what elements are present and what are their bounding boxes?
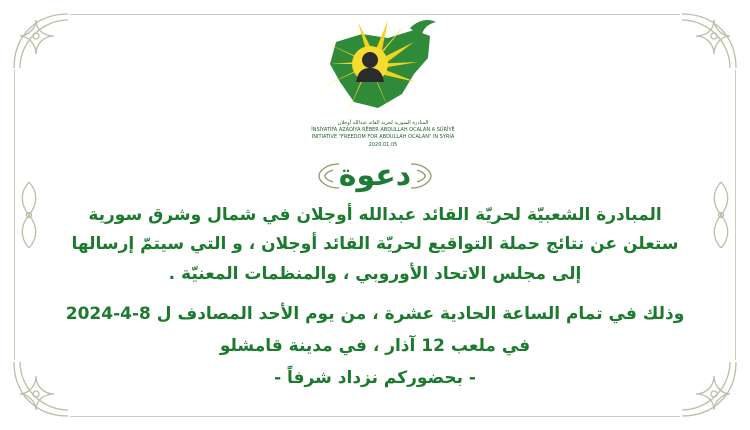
side-ornament-left: [18, 178, 40, 252]
logo-english-line: INITIATIVE "FREEDOM FOR ABDULLAH OCALAN" IN SYRIA: [311, 134, 455, 140]
frame-bottom-line: [70, 416, 680, 417]
frame-right-line: [735, 70, 736, 360]
title-block: [305, 152, 445, 200]
initiative-logo: [311, 12, 455, 164]
invitation-title: دعوة: [338, 158, 412, 193]
logo-kurdish-line: İNSİYATİFA AZADİYA RÊBER ABDULLAH OCALAN A SÛRİYÊ: [311, 127, 455, 133]
logo-arabic-line: المبادرة السورية لحرية القائد عبدالله أوجلان: [337, 120, 429, 126]
logo-date: 2020.01.05: [368, 142, 398, 148]
body-line-2: ستعلن عن نتائج حملة التواقيع لحريّة القائد أوجلان ، و التي سيتمّ إرسالها: [71, 234, 679, 254]
body-line-6: - بحضوركم نزداد شرفاً -: [274, 368, 476, 388]
body-line-5: في ملعب 12 آذار ، في مدينة قامشلو: [219, 336, 531, 356]
title-flourish-right: [407, 160, 437, 192]
corner-ornament-top-right: [674, 6, 744, 76]
body-line-1: المبادرة الشعبيّة لحريّة القائد عبدالله أوجلان في شمال وشرق سورية: [88, 205, 662, 225]
body-line-4: وذلك في تمام الساعة الحادية عشرة ، من يوم الأحد المصادف ل 8-4-2024: [65, 304, 685, 324]
syria-map-emblem: [318, 12, 448, 122]
corner-ornament-top-left: [6, 6, 76, 76]
frame-left-line: [14, 70, 15, 360]
side-ornament-right: [710, 178, 732, 252]
body-line-3: إلى مجلس الاتحاد الأوروبي ، والمنظمات المعنيّة .: [168, 264, 582, 284]
